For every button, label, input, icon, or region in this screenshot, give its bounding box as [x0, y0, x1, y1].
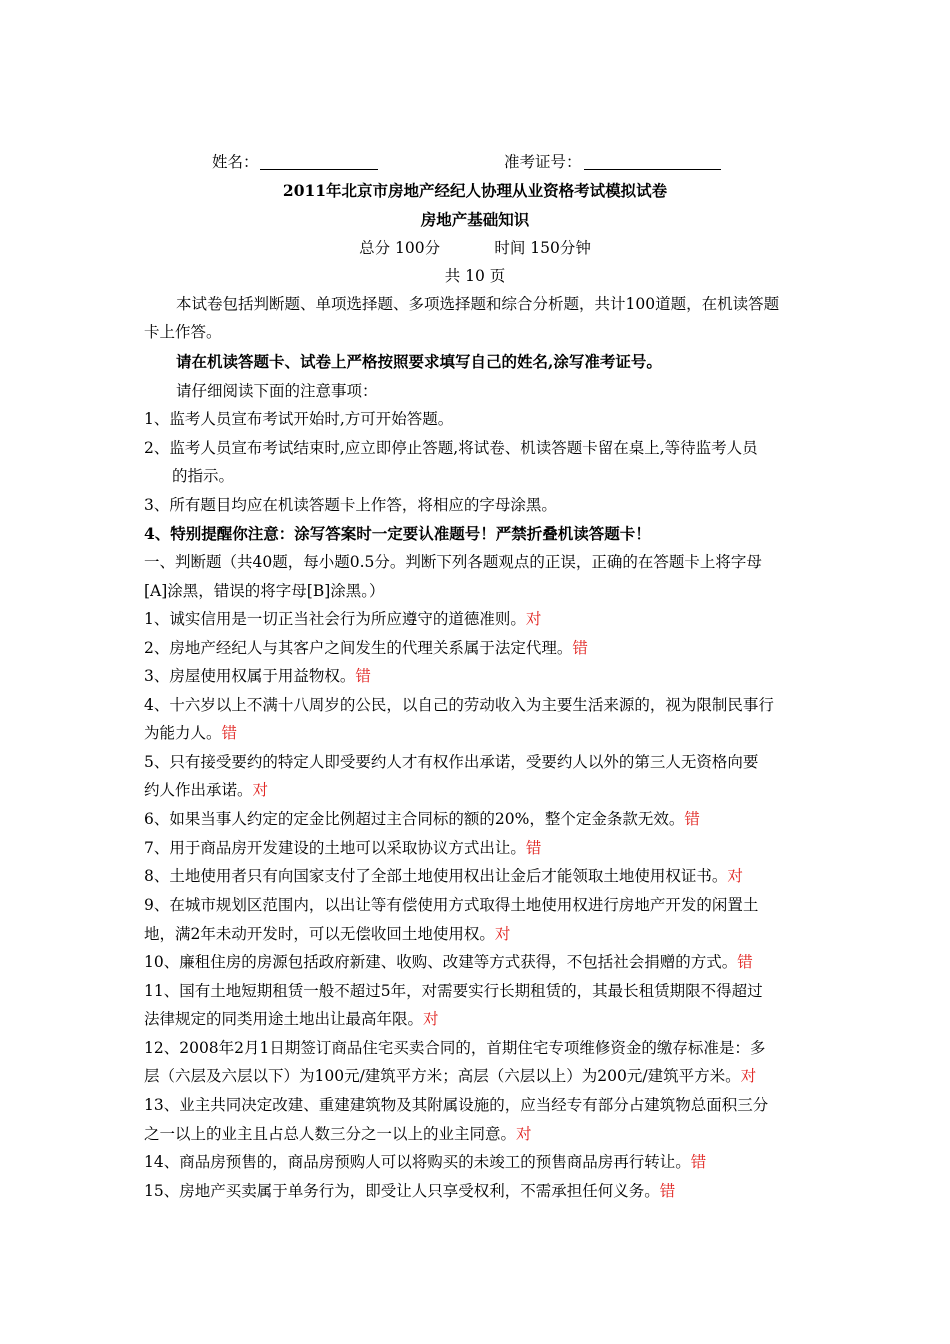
- question-11-line-2: [144, 1007, 439, 1031]
- answer-mark: 错: [659, 1182, 676, 1200]
- question-text: 15、房地产买卖属于单务行为，即受让人只享受权利，不需承担任何义务。: [144, 1182, 660, 1200]
- name-label: 姓名：: [212, 153, 259, 171]
- question-13-line-2: [144, 1122, 532, 1146]
- answer-mark: 对: [423, 1010, 439, 1028]
- question-8: [144, 864, 743, 888]
- answer-mark: 错: [737, 953, 753, 971]
- answer-mark: 错: [684, 810, 700, 828]
- question-12-line-1: 12、2008年2月1日期签订商品住宅买卖合同的，首期住宅专项维修资金的缴存标准是：多: [144, 1039, 766, 1057]
- question-text: 法律规定的同类用途土地出让最高年限。: [144, 1010, 424, 1028]
- question-2: [144, 636, 588, 660]
- name-blank: [260, 169, 378, 170]
- page-count: 共 10 页: [444, 267, 506, 285]
- question-14: [144, 1150, 706, 1174]
- exam-title: 2011年北京市房地产经纪人协理从业资格考试模拟试卷: [282, 181, 668, 200]
- question-11-line-1: 11、国有土地短期租赁一般不超过5年，对需要实行长期租赁的，其最长租赁期限不得超过: [144, 982, 763, 1000]
- question-text: 地，满2年未动开发时，可以无偿收回土地使用权。: [144, 925, 495, 943]
- question-4-line-1: 4、十六岁以上不满十八周岁的公民，以自己的劳动收入为主要生活来源的，视为限制民事行: [144, 696, 774, 714]
- question-text: 3、房屋使用权属于用益物权。: [144, 667, 356, 685]
- answer-mark: 对: [252, 781, 269, 799]
- answer-mark: 对: [727, 867, 743, 885]
- question-12-line-2: [144, 1064, 756, 1088]
- rule-2-line-2: 的指示。: [172, 467, 235, 485]
- question-4-line-2: [144, 721, 237, 745]
- answer-mark: 错: [221, 724, 238, 742]
- intro-line-1: 本试卷包括判断题、单项选择题、多项选择题和综合分析题，共计100道题，在机读答题: [176, 295, 780, 313]
- question-text: 之一以上的业主且占总人数三分之一以上的业主同意。: [144, 1125, 517, 1143]
- section-heading-line-2: [A]涂黑，错误的将字母[B]涂黑。）: [144, 582, 385, 600]
- exam-subtitle: 房地产基础知识: [420, 210, 530, 229]
- rule-3: 3、所有题目均应在机读答题卡上作答，将相应的字母涂黑。: [144, 496, 557, 514]
- question-5-line-2: [144, 778, 268, 802]
- rule-2-line-1: 2、监考人员宣布考试结束时,应立即停止答题,将试卷、机读答题卡留在桌上,等待监考人员: [144, 439, 758, 457]
- candidate-info-row: [0, 150, 950, 174]
- rule-4: 4、特别提醒你注意：涂写答案时一定要认准题号！严禁折叠机读答题卡！: [144, 524, 651, 543]
- question-text: 为能力人。: [144, 724, 222, 742]
- exam-id-label: 准考证号：: [504, 153, 582, 171]
- question-text: 2、房地产经纪人与其客户之间发生的代理关系属于法定代理。: [144, 639, 573, 657]
- question-9-line-1: 9、在城市规划区范围内，以出让等有偿使用方式取得土地使用权进行房地产开发的闲置土: [144, 896, 759, 914]
- answer-mark: 对: [740, 1067, 757, 1085]
- answer-mark: 对: [494, 925, 511, 943]
- question-5-line-1: 5、只有接受要约的特定人即受要约人才有权作出承诺，受要约人以外的第三人无资格向要: [144, 753, 759, 771]
- answer-mark: 对: [525, 610, 542, 628]
- question-text: 7、用于商品房开发建设的土地可以采取协议方式出让。: [144, 839, 526, 857]
- question-7: [144, 836, 541, 860]
- question-text: 约人作出承诺。: [144, 781, 253, 799]
- question-text: 1、诚实信用是一切正当社会行为所应遵守的道德准则。: [144, 610, 526, 628]
- question-6: [144, 807, 700, 831]
- question-15: [144, 1179, 675, 1203]
- question-text: 6、如果当事人约定的定金比例超过主合同标的额的20%，整个定金条款无效。: [144, 810, 685, 828]
- score-time: 总分 100分 时间 150分钟: [359, 239, 591, 257]
- question-10: [144, 950, 753, 974]
- rule-1: 1、监考人员宣布考试开始时,方可开始答题。: [144, 410, 454, 428]
- question-3: [144, 664, 371, 688]
- answer-mark: 错: [525, 839, 542, 857]
- question-9-line-2: [144, 922, 510, 946]
- question-1: [144, 607, 541, 631]
- question-text: 14、商品房预售的，商品房预购人可以将购买的未竣工的预售商品房再行转让。: [144, 1153, 691, 1171]
- exam-id-blank: [584, 169, 721, 170]
- section-heading-line-1: 一、判断题（共40题，每小题0.5分。判断下列各题观点的正误，正确的在答题卡上将字母: [144, 553, 762, 571]
- answer-mark: 对: [516, 1125, 532, 1143]
- bold-notice: 请在机读答题卡、试卷上严格按照要求填写自己的姓名,涂写准考证号。: [176, 352, 662, 371]
- question-text: 8、土地使用者只有向国家支付了全部土地使用权出让金后才能领取土地使用权证书。: [144, 867, 728, 885]
- question-13-line-1: 13、业主共同决定改建、重建建筑物及其附属设施的，应当经专有部分占建筑物总面积三分: [144, 1096, 769, 1114]
- answer-mark: 错: [690, 1153, 707, 1171]
- question-text: 10、廉租住房的房源包括政府新建、收购、改建等方式获得，不包括社会捐赠的方式。: [144, 953, 738, 971]
- answer-mark: 错: [572, 639, 588, 657]
- question-text: 层（六层及六层以下）为100元/建筑平方米；高层（六层以上）为200元/建筑平方米。: [144, 1067, 741, 1085]
- read-notice: 请仔细阅读下面的注意事项：: [176, 382, 378, 400]
- answer-mark: 错: [355, 667, 371, 685]
- intro-line-2: 卡上作答。: [144, 323, 222, 341]
